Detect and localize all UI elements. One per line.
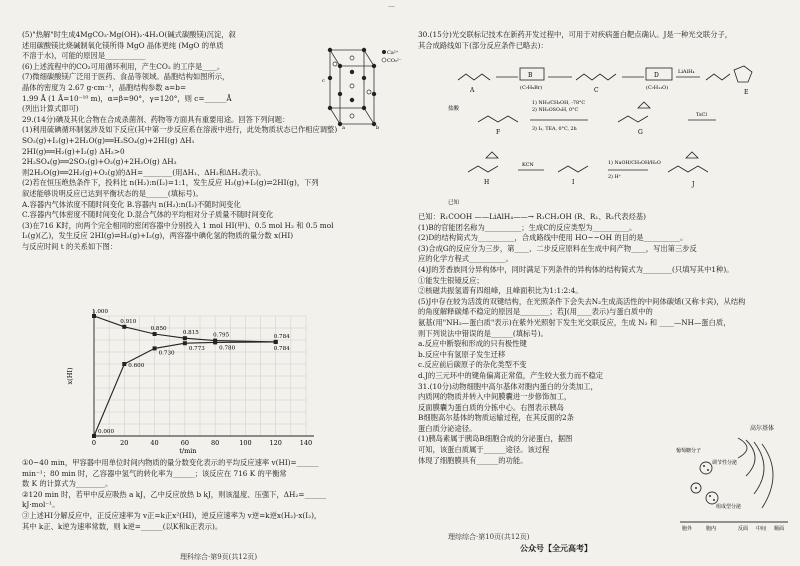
reagent-nh3: 1) NH₃/CH₃OH, -78°C [532,101,586,106]
question-text-line: A.容器内气体浓度不随时间变化 B.容器内 n(H₂):n(I₂)不随时间变化 [22,199,241,209]
question-text-line: 体现了细胞膜具有______的功能。 [418,455,528,465]
crystal-cell-diagram [312,38,402,131]
formula-d: (C₇H₁₁O) [646,85,669,91]
golgi-cisterna-1 [738,438,747,458]
label-h: H [484,179,490,186]
data-point [183,336,187,340]
question-text-line: 的角度解释碳烯不稳定的原因是________；若J(用____表示)与蛋白质中的 [418,307,653,317]
question-text-line: (7)微细碳酸镁广泛用于医药、食品等领域。晶胞结构如图所示， [22,72,230,82]
x-tick-label: 0 [91,439,97,447]
question-text-line: SO₂(g)+I₂(g)+2H₂O(g)══H₂SO₄(g)+2HI(g) ΔH₁ [22,135,195,145]
data-label: 0.784 [273,345,290,352]
vesicle-a [700,462,712,474]
golgi-middle-label: 中间 [756,526,767,532]
left-footer: 理科综合·第9页(共12页) [180,553,258,561]
question-text-line: I₂(g)(乙)，发生反应 2HI(g)⇌H₂(g)+I₂(g)，两容器中碘化氢的物质的量分数 x(HI) [22,231,294,241]
question-text-line: d.J的三元环中的键角偏离正常值，产生较大张力而不稳定 [418,370,604,380]
data-point [183,341,187,345]
question-text-line: 可知，该蛋白质属于______途径。该过程 [418,445,550,455]
question-text-line: 1.99 Å (1 Å=10⁻¹⁰ m)，α=β=90°，γ=120°，则 c=______Å [22,93,232,103]
question-text-line: kJ·mol⁻¹。 [22,500,60,510]
question-text-line: (2)若在恒压绝热条件下，投料比 n(H₂):n(I₂)=1:1，发生反应 H₂(g)+I₂(g)⇌2HI(g)，下列 [22,178,319,188]
formula-b: (C₇H₉Br) [520,85,543,91]
question-text-line: 31.(10分)动物细胞中高尔基体对胞内蛋白的分类加工， [418,381,598,391]
data-label: 0.795 [213,332,230,339]
axis-c-label: c [322,78,325,84]
data-label: 0.730 [158,350,175,357]
question-text-line: b.反应中有氢原子发生迁移 [418,349,506,359]
axis-a-label: a [342,125,345,131]
synthesis-scheme [448,62,778,212]
question-text-line: 述用碳酸镁比烧碱制氧化镁所得 MgO 晶体更纯 (MgO 的单质 [22,40,224,50]
legend-ca: Ca²⁺ [387,50,399,56]
question-text-line: (6)上述流程中的CO₂可用循环利用，产生CO₂ 的工序是____。 [22,61,225,71]
molecule-a [458,74,490,80]
label-c: C [594,87,599,94]
legend-co3: CO₃²⁻ [387,58,402,64]
golgi-cisterna-2 [746,440,755,476]
question-text-line: 其中 k正、k逆为速率常数，则 k逆=______(以K和k正表示)。 [22,521,223,531]
x-tick-label: 80 [211,439,220,447]
left-column-continued [22,458,400,532]
molecule-c [576,74,616,80]
label-a: A [470,87,475,94]
molecule-h [468,166,498,172]
data-point [92,434,96,438]
golgi-regulated-label: 调节性分泌 [712,460,738,466]
data-point [153,332,157,336]
data-label: 0.780 [219,345,236,352]
question-text-line: ②120 min 时，若甲中反应吸热 a kJ，乙中反应放热 b kJ，则该温度、压强下，ΔH₂=______ [22,489,327,499]
x-tick-label: 20 [120,439,129,447]
molecule-g [618,116,648,122]
question-text-line: (3)合成G的反应分为三步，第____、二步反应原料在生成中间产物____，写出第三步反 [418,243,697,253]
question-text-line: 蛋白质分泌途径。 [418,423,477,433]
x-axis-label: t/min [179,447,197,455]
data-label: 0.600 [128,363,145,369]
question-text-line: (2)D的结构简式为__________，合成路线中使用 HO~~OH 的目的是__________。 [418,233,688,243]
molecule-f [478,116,518,122]
question-text-line: c.反应前后碳原子的杂化类型不变 [418,360,527,370]
question-text-line: 应的化学方程式__________。 [418,254,513,264]
label-j: J [692,181,695,188]
question-text-line: 30.(15分)光交联标记技术在新药开发过程中，可用于对疾病蛋白靶点确认。J是一种光交联分子， [418,30,733,39]
data-label: 0.850 [150,326,167,332]
diazirine-h [486,152,498,158]
x-tick-label: 140 [299,439,313,447]
data-label: 0.784 [273,333,290,340]
data-label: 0.773 [188,346,205,353]
question-text-line: (5)J中存在较为活泼的双键结构，在光照条件下会失去N₂生成高活性的中间体碳烯(又称卡宾)，从结构 [418,296,746,306]
question-text-line: 晶体的密度为 2.67 g·cm⁻³，晶胞结构参数 a=b= [22,82,187,92]
question-text-line: 其合成路线如下(部分反应条件已略去)： [418,40,548,50]
row-label: 已知 [448,200,460,206]
question-text-line: (1)B的官能团名称为__________；生成C的反应类型为__________。 [418,222,637,232]
label-e: E [744,89,749,96]
label-d: D [654,72,659,79]
right-column [418,30,790,51]
question-text-line: (5)"热解"时生成4MgCO₃·Mg(OH)₂·4H₂O(碱式碳酸镁)沉淀，叙 [22,30,236,39]
golgi-cisterna-3 [754,442,764,494]
question-text-line: 反面膜囊为蛋白质的分拣中心。右图表示胰岛 [418,402,564,412]
golgi-cisterna-4 [762,444,773,508]
data-point [122,362,126,366]
golgi-diagram [676,418,792,536]
question-text-line: 与反应时间 t 的关系如下图： [22,241,118,251]
question-text-line: (4)J的芳香族同分异构体中，同时满足下列条件的异构体的结构简式为________(只填写其中1种)。 [418,264,734,274]
question-text-line: 叙述能够说明反应已达到平衡状态的是______(填标号)。 [22,188,203,198]
reagent-nh2oso3h: 2) NH₂OSO₃H, 0°C [532,108,579,113]
golgi-cis-label: 顺面 [774,526,785,532]
reagent-naoh: 1) NaOH/CH₃OH/H₂O [608,161,661,166]
question-text-line: ①0~40 min，甲容器中用单位时间内物质的量分数变化表示的平均反应速率 v(HI)=______ [22,458,319,467]
label-i: I [572,179,575,186]
box-d [646,68,672,80]
label-f: F [496,129,501,136]
data-point [153,346,157,350]
top-mark: — [388,2,395,10]
question-text-line: 29.(14分)碘及其化合物在合成杀菌剂、药物等方面具有重要用途。回答下列问题： [22,114,290,124]
acid-label: 盐酸 [448,106,460,112]
question-text-line: (列出计算式即可) [22,104,79,114]
question-text-line: 则2H₂O(g)══2H₂(g)+O₂(g)的ΔH=________(用ΔH₁、ΔH₂和ΔH₃表示)。 [22,167,266,177]
question-text-line: 则下列说法中错误的是______(填标号)。 [418,328,548,338]
right-footer: 理综综合·第10页(共12页) [448,533,530,541]
question-text-line: 不溶于水)，可能的原因是___________ [22,51,146,61]
data-label: 0.000 [98,429,115,435]
data-label: 0.910 [120,318,137,325]
x-tick-label: 120 [269,439,282,447]
label-g: G [638,129,643,136]
question-text-line: 2HI(g)══H₂(g)+I₂(g) ΔH₂>0 [22,146,125,156]
axis-b-label: b [376,125,380,131]
golgi-title: 高尔基体 [750,425,775,432]
question-text-line: min⁻¹；80 min 时，乙容器中氢气的转化率为______；该反应在 716 K 的平衡常 [22,468,287,478]
question-text-line: B细胞高尔基体的物质运输过程，在其反面的2条 [418,413,574,423]
x-tick-label: 40 [150,439,159,447]
question-text-line: C.容器内气体密度不随时间变化 D.混合气体的平均相对分子质量不随时间变化 [22,210,274,220]
hi-fraction-chart [60,306,320,456]
label-b: B [528,72,533,79]
golgi-in-label: 胞内 [706,526,717,532]
reagent-h: 2) H⁺ [608,175,622,180]
golgi-trans-label: 反面 [738,526,749,532]
reagent-i2: 3) I₂, TEA, 0°C, 2h [532,127,577,132]
question-text-line: (1)利用硫碘循环制氢涉及如下反应(其中第一步反应系在溶液中进行，此处物质状态已作相应调整) [22,125,338,135]
diazirine-g [638,102,650,108]
question-text-line: (1)胰岛素属于胰岛B细胞合成的分泌蛋白，据图 [418,434,573,444]
data-point [213,340,217,344]
dioxolane-ring [734,66,752,82]
reagent-tscl: TsCl [696,112,707,118]
question-text-line: ①能发生银镜反应； [418,275,484,285]
diazirine-j [686,152,698,158]
x-tick-label: 100 [239,439,252,447]
reagent-lialh4: LiAlH₄ [678,69,695,75]
question-text-line: a.反应中断裂和形成的只有极性键 [418,339,527,349]
data-label: 1.000 [92,309,109,315]
publisher-tag: 公众号【全元高考】 [520,543,592,553]
molecule-j [668,166,708,172]
vesicle-c [706,492,718,504]
y-axis-label: x(HI) [66,367,74,385]
data-label: 0.815 [182,330,199,337]
data-point [274,340,278,344]
question-text-line: 氨基(用"NH₂—蛋白质"表示)在紫外光照射下发生光交联反应，生成 N₂ 和 ____—NH—蛋白质， [418,317,731,327]
x-tick-label: 60 [180,439,189,447]
question-text-line: 内质网的物质并转入中间膜囊进一步修饰加工， [418,392,572,402]
golgi-er-label: 葡萄糖分子 [676,448,702,454]
golgi-constitutive-label: 组成型分泌 [716,504,742,510]
question-text-line: ③上述HI分解反应中，正反应速率为 v正=k正x²(HI)，逆反应速率为 v逆=k逆x(H₂)·x(I₂)， [22,510,322,520]
molecule-i [558,166,588,172]
question-text-line: ②核磁共振氢谱有四组峰，且峰面积比为1:1:2:4。 [418,286,583,296]
question-text-line: 2H₂SO₄(g)══2SO₂(g)+O₂(g)+2H₂O(g) ΔH₃ [22,157,177,167]
molecule-e [706,74,730,80]
golgi-out-label: 胞外 [682,526,693,532]
question-text-line: 已知：R₁COOH ——LiAlH₄——→ R₁CH₂OH (R、R₁、R₂代表烃基) [418,212,646,221]
question-text-line: 数 K 的计算式为________。 [22,479,113,489]
data-point [122,325,126,329]
question-text-line: (3)在716 K时，向两个完全相同的密闭容器中分别投入 1 mol HI(甲)、0.5 mol H₂ 和 0.5 mol [22,220,334,230]
reagent-kcn: KCN [522,162,534,168]
